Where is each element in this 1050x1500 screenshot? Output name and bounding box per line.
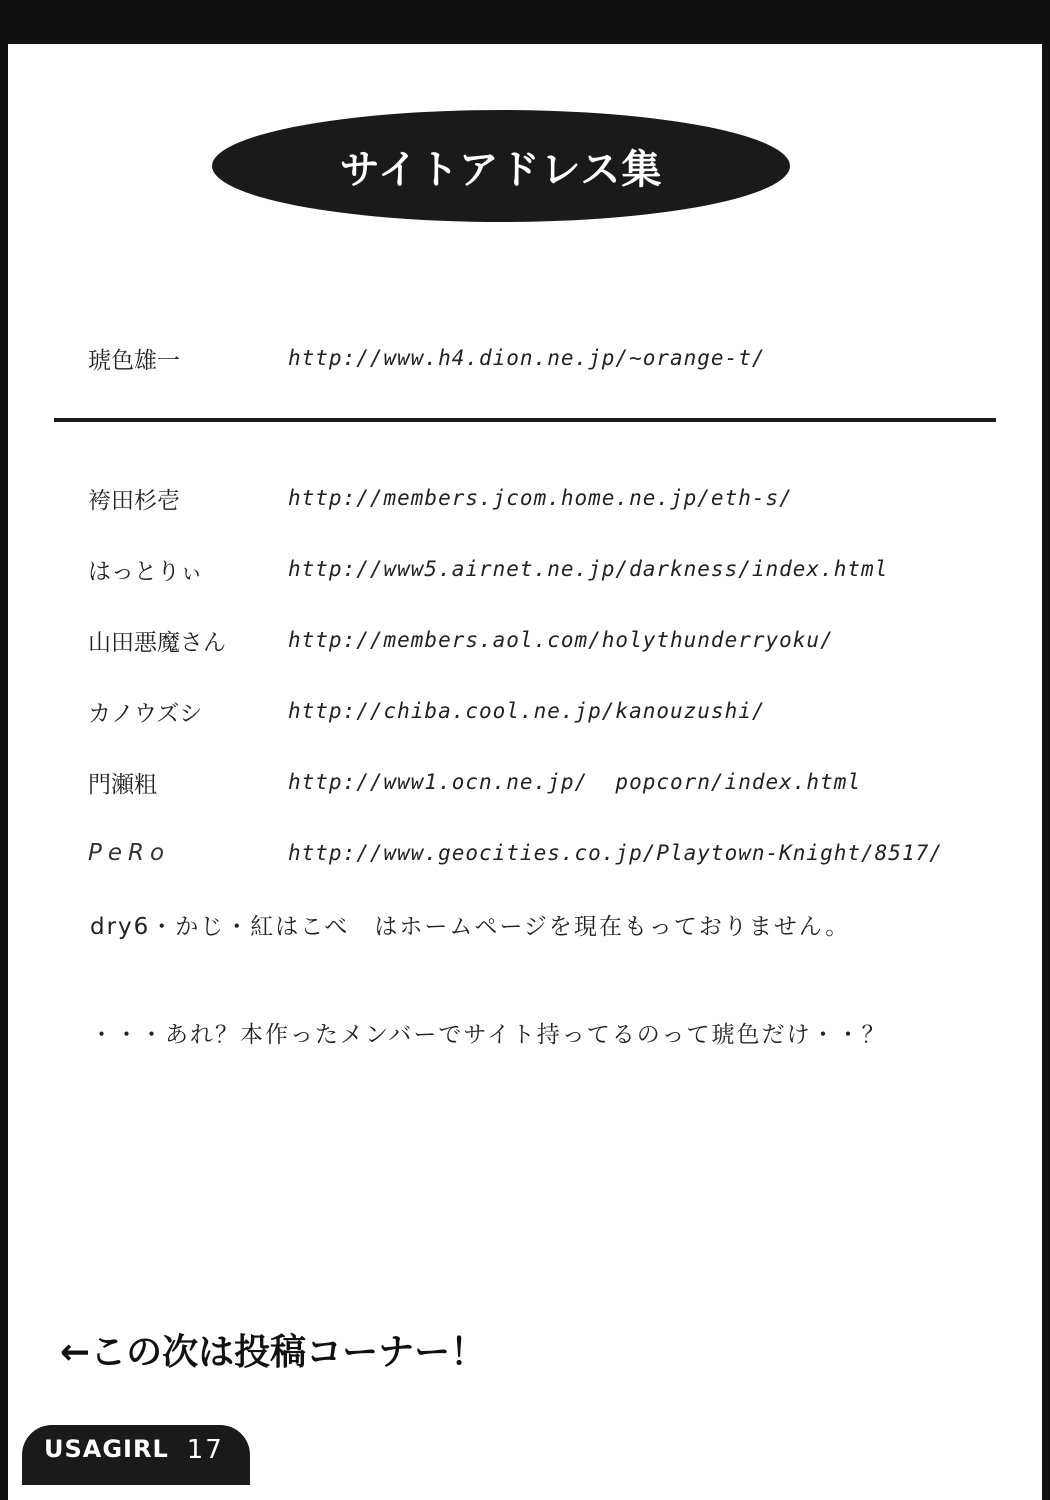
page [8,44,1042,1500]
entry-url: http://chiba.cool.ne.jp/kanouzushi/ [288,699,766,723]
footer-tab [22,1425,250,1485]
entry-name: 琥色雄一 [88,347,180,374]
entry-name: はっとりぃ [88,558,203,585]
no-homepage-note: dry6・かじ・紅はこべ はホームページを現在もっておりません。 [90,914,851,940]
entry-name: 山田悪魔さん [88,629,226,656]
entry-url: http://www1.ocn.ne.jp/ popcorn/index.html [288,770,862,794]
site-entry [88,549,888,589]
entry-name: カノウズシ [88,700,203,727]
divider-line [54,418,996,422]
entry-url: http://members.aol.com/holythunderryoku/ [288,628,834,652]
page-number: 17 [186,1435,224,1465]
question-note: ・・・あれ？本作ったメンバーでサイト持ってるのって琥色だけ・・？ [90,1022,887,1048]
entry-name: 門瀬粗 [88,771,157,798]
footer-logo: USAGIRL [44,1435,169,1463]
site-entry [88,691,766,731]
entry-name: PeRo [88,840,171,866]
site-entry [88,833,943,873]
next-section-notice: ←この次は投稿コーナー！ [60,1332,487,1373]
site-entry [88,762,861,802]
entry-name: 袴田杉壱 [88,487,180,514]
site-entry [88,478,793,518]
entry-url: http://www5.airnet.ne.jp/darkness/index.html [288,557,889,581]
site-entry [88,338,766,378]
title-banner [212,110,790,222]
page-title: サイトアドレス集 [339,146,663,193]
entry-url: http://www.geocities.co.jp/Playtown-Knight/8517/ [288,841,943,865]
entry-url: http://www.h4.dion.ne.jp/~orange-t/ [288,346,766,370]
entry-url: http://members.jcom.home.ne.jp/eth-s/ [288,486,793,510]
site-entry [88,620,834,660]
